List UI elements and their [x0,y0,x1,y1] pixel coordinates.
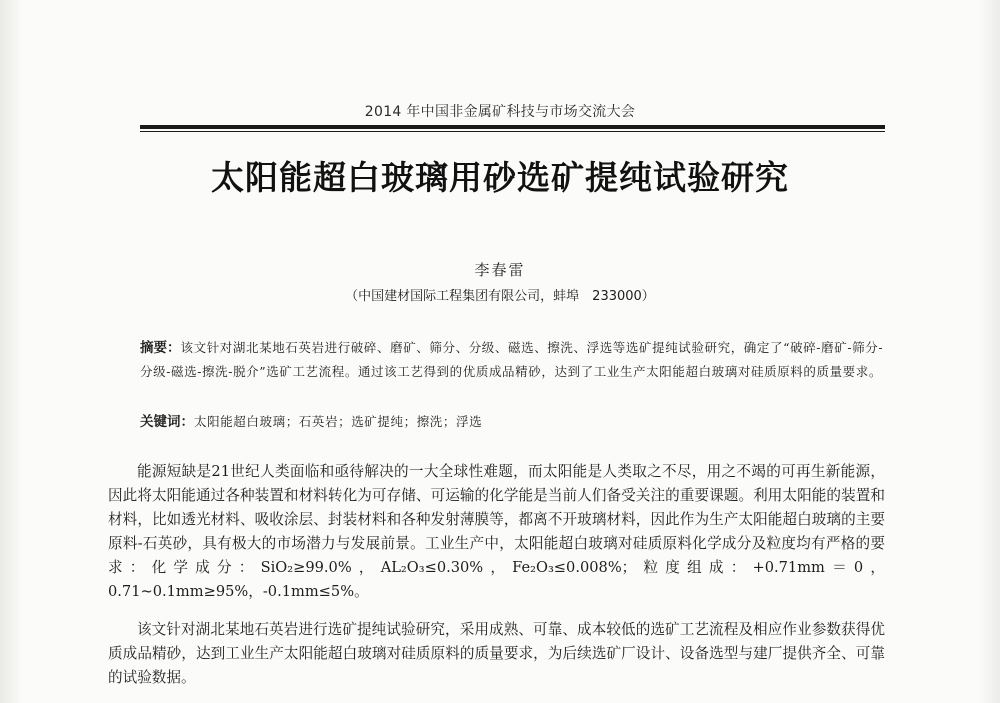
author-affiliation: （中国建材国际工程集团有限公司，蚌埠 233000） [345,289,655,304]
body-paragraph-2: 该文针对湖北某地石英岩进行选矿提纯试验研究，采用成熟、可靠、成本较低的选矿工艺流程及相应作业参数获得优质成品精砂，达到工业生产太阳能超白玻璃对硅质原料的质量要求，为后续选矿厂设计、设备选型与建厂提供齐全、可靠的试验数据。 [108,621,885,687]
abstract [140,336,885,383]
paper-title: 太阳能超白玻璃用砂选矿提纯试验研究 [211,158,789,197]
keywords-label: 关键词： [140,414,194,430]
header-rule-thin [140,131,885,132]
abstract-label: 摘要： [140,340,181,356]
body-paragraph-1: 能源短缺是21世纪人类面临和亟待解决的一大全球性难题，而太阳能是人类取之不尽，用之不竭的可再生新能源，因此将太阳能通过各种装置和材料转化为可存储、可运输的化学能是当前人们备受关注的重要课题。利用太阳能的装置和材料，比如透光材料、吸收涂层、封装材料和各种发射薄膜等，都离不开玻璃材料，因此作为生产太阳能超白玻璃的主要原料-石英砂，具有极大的市场潜力与发展前景。工业生产中，太阳能超白玻璃对硅质原料化学成分及粒度均有严格的要求：化学成分：SiO₂≥99.0%，AL₂O₃≤0.30%，Fe₂O₃≤0.008%；粒度组成：+0.71mm＝0，0.71~0.1mm≥95%，-0.1mm≤5%。 [108,463,885,601]
abstract-text: 该文针对湖北某地石英岩进行破碎、磨矿、筛分、分级、磁选、擦洗、浮选等选矿提纯试验研究，确定了“破碎-磨矿-筛分-分级-磁选-擦洗-脱介”选矿工艺流程。通过该工艺得到的优质成品精砂，达到了工业生产太阳能超白玻璃对硅质原料的质量要求。 [140,340,884,379]
keywords-text: 太阳能超白玻璃；石英岩；选矿提纯；擦洗；浮选 [194,414,483,429]
conference-header: 2014 年中国非金属矿科技与市场交流大会 [364,104,636,120]
author-name: 李春雷 [474,261,526,279]
keywords [140,410,885,434]
header-rule-thick [140,125,885,129]
